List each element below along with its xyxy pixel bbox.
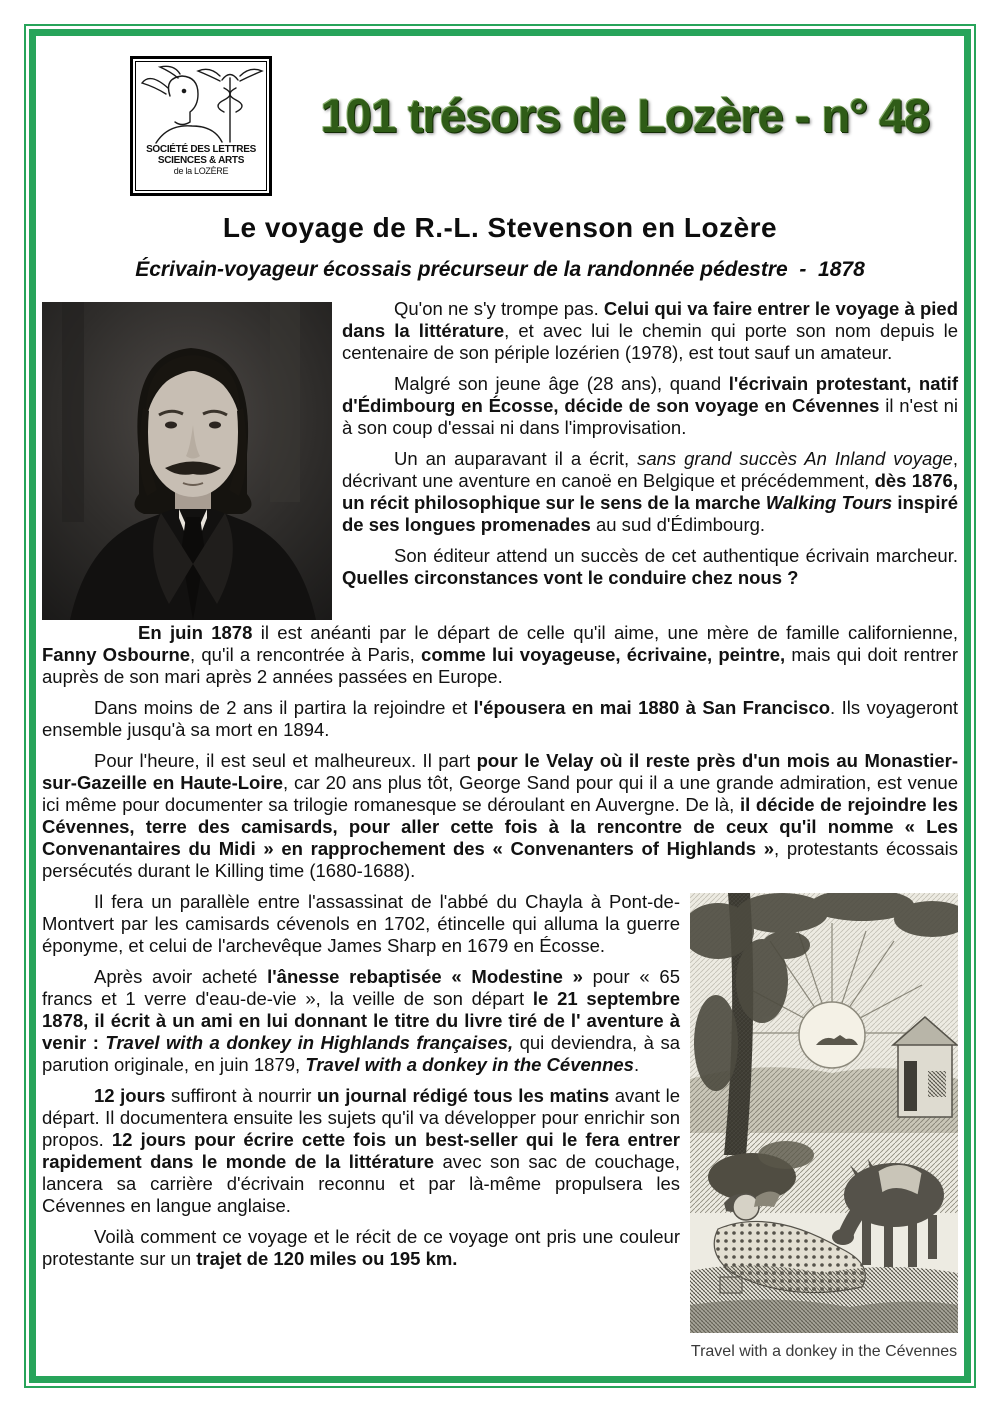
text-run: Celui qui va faire entrer le voyage à pied dans la littérature (342, 298, 958, 341)
text-run: l'ânesse rebaptisée « Modestine » (267, 966, 583, 987)
text-run: mais qui doit rentrer auprès de son mari après 2 années passées en Europe. (42, 644, 958, 687)
text-run: au sud d'Édimbourg. (590, 514, 766, 535)
body-text (42, 622, 958, 882)
text-run: sans grand succès An Inland voyage (637, 448, 953, 469)
text-run: pour le Velay où il reste près d'un mois au Monastier-sur-Gazeille en Haute-Loire (42, 750, 958, 793)
text-run: . Ils voyageront ensemble jusqu'à sa mort en 1894. (42, 697, 959, 740)
text-run: , qu'il a rencontrée à Paris, (190, 644, 422, 665)
text-run: 12 jours pour écrire cette fois un best-seller qui le fera entrer rapidement dans le monde de la littérature (42, 1129, 680, 1172)
logo-line-3: de la LOZÈRE (173, 166, 229, 176)
article-subtitle: Écrivain-voyageur écossais précurseur de la randonnée pédestre - 1878 (135, 258, 865, 281)
text-run: pour « 65 francs et 1 verre d'eau-de-vie », la veille de son départ (42, 966, 680, 1009)
text-run: trajet de 120 miles ou 195 km. (196, 1248, 458, 1269)
article-title: Le voyage de R.-L. Stevenson en Lozère (222, 212, 778, 243)
header (42, 40, 958, 206)
text-run: Après avoir acheté (94, 966, 268, 987)
text-run: Pour l'heure, il est seul et malheureux. Il part (94, 750, 477, 771)
issue-title: 101 trésors de Lozère - n° 48 (320, 89, 930, 142)
paragraph (42, 697, 958, 741)
text-run: suffiront à nourrir (165, 1085, 317, 1106)
text-run: il est anéanti par le départ de celle qu'il aime, une mère de famille californienne, (252, 622, 958, 643)
text-run: 12 jours (94, 1085, 166, 1106)
engraving-caption: Travel with a donkey in the Cévennes (690, 1343, 958, 1360)
text-run: il n'est ni à son coup d'essai ni dans l'improvisation. (342, 395, 958, 438)
text-run: l'écrivain protestant, natif d'Édimbourg en Écosse, décide de son voyage en Cévennes (342, 373, 958, 416)
text-run: , décrivant une aventure en canoë en Belgique et précédemment, (342, 448, 958, 491)
text-run: Malgré son jeune âge (28 ans), quand (394, 373, 729, 394)
text-run: qui deviendra, à sa parution originale, en juin 1879, (42, 1032, 680, 1075)
paragraph (42, 750, 958, 882)
text-run: , et avec lui le chemin qui porte son nom depuis le centenaire de son périple lozérien (1978), est tout sauf un amateur. (342, 320, 958, 363)
logo-line-1: SOCIÉTÉ DES LETTRES (146, 144, 256, 155)
text-run: Son éditeur attend un succès de cet authentique écrivain marcheur. (394, 545, 958, 566)
page-content (42, 40, 958, 1374)
text-run: dès 1876, un récit philosophique sur le sens de la marche (342, 470, 958, 513)
logo-line-2: SCIENCES & ARTS (157, 155, 245, 166)
text-run: Qu'on ne s'y trompe pas. (394, 298, 604, 319)
text-run: Walking Tours (765, 492, 893, 513)
text-run: Voilà comment ce voyage et le récit de ce voyage ont pris une couleur protestante sur un (42, 1226, 680, 1269)
society-logo-inner (135, 61, 267, 191)
text-run: Un an auparavant il a écrit, (394, 448, 638, 469)
society-logo-text (146, 144, 256, 177)
text-run: . (633, 1054, 640, 1075)
text-run: Travel with a donkey in the Cévennes (305, 1054, 634, 1075)
text-run: , protestants écossais persécutés durant le Killing time (1680-1688). (42, 838, 958, 881)
text-run: le 21 septembre 1878, il écrit à un ami en lui donnant le titre du livre tiré de l' aventure à venir : (42, 988, 680, 1053)
text-run: En juin 1878 (138, 622, 253, 643)
text-run: Quelles circonstances vont le conduire chez nous ? (342, 567, 799, 588)
hermes-caduceus-engraving-icon (138, 64, 264, 144)
text-run: avant le départ. Il documentera ensuite les sujets qu'il va développer pour enrichir son propos. (42, 1085, 680, 1150)
text-run: , car 20 ans plus tôt, George Sand pour qui il a une grande admiration, est venue ici même pour documenter sa trilogie romanesque se déroulant en Auvergne. De là, (42, 772, 958, 815)
text-run: avec son sac de couchage, lancera sa carrière d'écrivain reconnu et par là-même propulsera les Cévennes en langue anglaise. (42, 1151, 680, 1216)
society-logo (130, 56, 272, 196)
donkey-engraving-image (690, 893, 958, 1333)
paragraph (42, 622, 958, 688)
text-run: inspiré de ses longues promenades (342, 492, 958, 535)
text-run: Dans moins de 2 ans il partira la rejoindre et (94, 697, 474, 718)
text-run: Il fera un parallèle entre l'assassinat de l'abbé du Chayla à Pont-de-Montvert par les camisards cévenols en 1702, étincelle qui alluma la guerre éponyme, et celui de l'archevêque James Sharp en 1679 en Écosse. (42, 891, 680, 956)
text-run: Fanny Osbourne (42, 644, 191, 665)
stevenson-portrait-photo (42, 302, 332, 620)
stevenson-portrait-image (42, 302, 332, 620)
text-run: Travel with a donkey in Highlands françaises, (105, 1032, 514, 1053)
donkey-engraving (690, 893, 958, 1361)
text-run: il décide de rejoindre les Cévennes, terre des camisards, pour aller cette fois à la rencontre de ceux qu'il nomme « Les Convenantaires du Midi » en rapprochement des « Convenanters of Highlands » (42, 794, 958, 859)
text-run: comme lui voyageuse, écrivaine, peintre, (421, 644, 786, 665)
columns-section (42, 891, 958, 1360)
text-run: un journal rédigé tous les matins (317, 1085, 610, 1106)
text-run: l'épousera en mai 1880 à San Francisco (473, 697, 831, 718)
intro-section (42, 298, 958, 589)
